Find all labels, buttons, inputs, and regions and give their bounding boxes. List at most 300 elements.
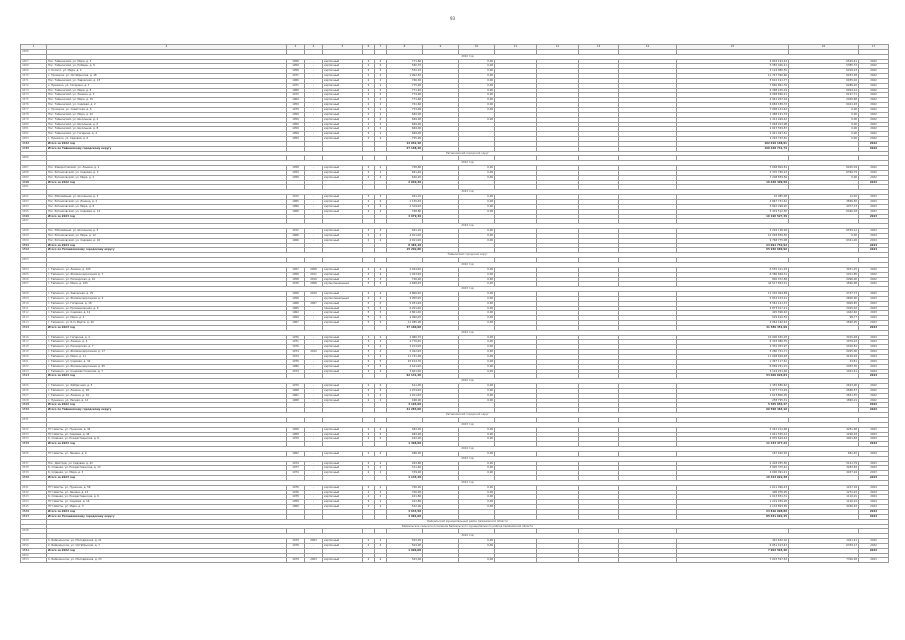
value-cell: 0,00 (459, 238, 495, 243)
value-cell: - (305, 78, 323, 83)
column-number-cell: 1 (21, 45, 47, 50)
value-cell: - (305, 466, 323, 471)
value-cell: 2024 (859, 248, 889, 253)
value-cell: 0,00 (459, 466, 495, 471)
column-number-cell: 13 (579, 45, 619, 50)
value-cell: 5 (375, 316, 387, 321)
value-cell: 16 648 409,59 (677, 180, 789, 185)
address-cell: Пос. Юбилейный, ул. Школьная, д. 5 (47, 229, 287, 234)
value-cell: 1021,41 (789, 539, 859, 544)
value-cell: 2 861,00 (387, 311, 423, 316)
value-cell: 3 (375, 229, 387, 234)
address-cell: Пос. Тайнинский, ул. Победы, д. 8 (47, 64, 287, 69)
value-cell: 3015,48 (789, 335, 859, 340)
value-cell: кирпичный (323, 384, 363, 389)
value-cell: 41 283,00 (387, 408, 423, 413)
value-cell: - (305, 393, 323, 398)
value-cell: 2022 (859, 83, 889, 88)
value-cell: 4 873 417,21 (677, 306, 789, 311)
value-cell: кирпичный (323, 204, 363, 209)
row-number-cell: 4486 (21, 156, 47, 161)
value-cell: 2 (363, 505, 375, 510)
value-cell: 6197,71 (789, 93, 859, 98)
value-cell: 10 000 635,03 (677, 335, 789, 340)
value-cell: 4281,68 (789, 427, 859, 432)
value-cell: 16 196 527,39 (677, 214, 789, 219)
value-cell: 552,10 (387, 69, 423, 74)
value-cell: 187 620,92 (677, 451, 789, 456)
value-cell: 2 370 760,22 (677, 170, 789, 175)
address-cell: г. Тайнинск, ул. Мира, д. 2 (47, 316, 287, 321)
value-cell: 2 (363, 437, 375, 442)
value-cell: 0,00 (459, 233, 495, 238)
value-cell: 0,00 (459, 282, 495, 287)
address-cell: г. Тайнинск, ул. Железнодорожная, д. 65 (47, 364, 287, 369)
value-cell: 2023 (859, 437, 889, 442)
row-number-cell: 4524 (21, 374, 47, 379)
value-cell: 2 (363, 490, 375, 495)
value-cell: 3 124 241,00 (677, 369, 789, 374)
row-number-cell: 4507 (21, 282, 47, 287)
value-cell: 4 (375, 267, 387, 272)
address-cell: Итого за 2024 год (47, 374, 287, 379)
row-number-cell: 4481 (21, 127, 47, 132)
row-number-cell: 4487 (21, 166, 47, 171)
value-cell: 6 303 086,35 (677, 340, 789, 345)
value-cell: 2 077 772,49 (677, 388, 789, 393)
value-cell: - (305, 432, 323, 437)
row-number-cell: 4535 (21, 442, 47, 447)
value-cell: 1966 (287, 233, 305, 238)
housing-register-table (20, 44, 889, 563)
value-cell: 1976 (287, 345, 305, 350)
value-cell: 2 (363, 500, 375, 505)
value-cell: 4 (375, 296, 387, 301)
value-cell: 2022 (859, 277, 889, 282)
value-cell: 1974 (287, 471, 305, 476)
value-cell: 2024 (859, 364, 889, 369)
value-cell: 2024 (859, 238, 889, 243)
value-cell: кирпичный (323, 316, 363, 321)
value-cell: 2 (363, 127, 375, 132)
section-label: Ратниковский городской округ (47, 151, 889, 156)
value-cell: кирпичный (323, 292, 363, 297)
row-number-cell: 4529 (21, 403, 47, 408)
value-cell: 2023 (859, 427, 889, 432)
value-cell: 1 355 680,62 (677, 384, 789, 389)
value-cell: кирпичный (323, 311, 363, 316)
value-cell: 0,00 (459, 359, 495, 364)
row-number-cell: 4521 (21, 359, 47, 364)
section-label: 2022 год (47, 262, 889, 267)
value-cell: кирпичный (323, 117, 363, 122)
value-cell: 1976 (287, 359, 305, 364)
value-cell (495, 558, 537, 563)
row-number-cell: 4526 (21, 388, 47, 393)
value-cell: 3 194,00 (387, 403, 423, 408)
value-cell: - (305, 388, 323, 393)
value-cell: 1968 (287, 88, 305, 93)
row-number-cell: 4505 (21, 272, 47, 277)
value-cell: - (305, 321, 323, 326)
value-cell: 2 (375, 200, 387, 205)
address-cell: г. Тайнинск, ул. Железнодорожная, д. 17 (47, 350, 287, 355)
value-cell: 2 (375, 103, 387, 108)
address-cell: Пос. Дмитров, ул. Садовая, д. 22 (47, 461, 287, 466)
value-cell: 2 866,00 (387, 292, 423, 297)
value-cell: 2 (375, 461, 387, 466)
value-cell: 1962 (287, 451, 305, 456)
value-cell: 2023 (859, 442, 889, 447)
value-cell: кирпичный (323, 78, 363, 83)
value-cell: 6046,18 (789, 209, 859, 214)
value-cell: 2024 (859, 500, 889, 505)
value-cell: 85 631 692,35 (677, 514, 789, 519)
value-cell: 1968 (287, 388, 305, 393)
value-cell: 6018,23 (789, 69, 859, 74)
value-cell: 1959 (287, 132, 305, 137)
value-cell: кирпичный (323, 451, 363, 456)
value-cell: 0,00 (789, 107, 859, 112)
value-cell: 3 (363, 350, 375, 355)
address-cell: Итого за 2024 год (47, 510, 287, 515)
value-cell: 2024 (859, 359, 889, 364)
value-cell: 3009,65 (789, 301, 859, 306)
value-cell: - (305, 166, 323, 171)
row-number-cell: 4467 (21, 59, 47, 64)
value-cell: 611,00 (387, 384, 423, 389)
value-cell: 640,20 (387, 175, 423, 180)
value-cell: 2623,00 (789, 384, 859, 389)
value-cell: - (305, 340, 323, 345)
value-cell: 0,00 (459, 107, 495, 112)
value-cell: 1965 (287, 306, 305, 311)
value-cell: 2022 (859, 88, 889, 93)
value-cell: 4 (363, 272, 375, 277)
value-cell: 25 614,70 (387, 359, 423, 364)
value-cell: 2 (375, 427, 387, 432)
value-cell: 190 448 731,74 (677, 146, 789, 151)
value-cell: - (305, 195, 323, 200)
value-cell: 5 (375, 364, 387, 369)
value-cell: 90 598 483,10 (677, 408, 789, 413)
value-cell: 2 (363, 539, 375, 544)
value-cell: 62 141,40 (387, 374, 423, 379)
value-cell: 1 130,40 (387, 200, 423, 205)
value-cell: 461,10 (387, 195, 423, 200)
value-cell: 503,00 (387, 539, 423, 544)
value-cell: - (305, 74, 323, 79)
value-cell (579, 558, 619, 563)
value-cell: 1958 (287, 69, 305, 74)
row-number-cell: 4496 (21, 214, 47, 219)
value-cell: - (305, 345, 323, 350)
value-cell: 5 305 054,47 (677, 403, 789, 408)
address-cell: Пос. Тайнинский, ул. Ленина, д. 3 (47, 93, 287, 98)
value-cell: 2 (363, 74, 375, 79)
value-cell: 0,00 (459, 83, 495, 88)
value-cell: 2 (363, 543, 375, 548)
value-cell: 2 (375, 64, 387, 69)
value-cell: - (305, 175, 323, 180)
value-cell: 0,00 (459, 432, 495, 437)
value-cell: 2023 (859, 432, 889, 437)
value-cell: 3 (363, 277, 375, 282)
value-cell: 0,00 (459, 451, 495, 456)
value-cell: 2022 (859, 132, 889, 137)
value-cell: кирпичный (323, 461, 363, 466)
value-cell: - (305, 543, 323, 548)
value-cell: 2 (375, 117, 387, 122)
value-cell: кирпичный (323, 166, 363, 171)
value-cell: 0,00 (789, 127, 859, 132)
value-cell: 560,70 (387, 64, 423, 69)
value-cell: 2022 (859, 543, 889, 548)
value-cell: 2 (375, 466, 387, 471)
value-cell: 2022 (859, 398, 889, 403)
value-cell: 6441,93 (789, 103, 859, 108)
value-cell: 5 (375, 301, 387, 306)
section-label: Тайнинский городской округ (47, 253, 889, 258)
value-cell: кирпичный (323, 233, 363, 238)
value-cell: 6339,17 (789, 543, 859, 548)
value-cell: кирпичный (323, 340, 363, 345)
value-cell: 3 981,00 (387, 514, 423, 519)
row-number-cell: 4538 (21, 466, 47, 471)
column-number-cell: 7 (375, 45, 387, 50)
value-cell: 6529,41 (789, 59, 859, 64)
address-cell: Пос. Фаворитовский, ул. Ленина, д. 1 (47, 166, 287, 171)
value-cell: 4 679,30 (387, 214, 423, 219)
value-cell: 2008 (305, 282, 323, 287)
value-cell: кирпичный (323, 539, 363, 544)
address-cell: п. Космос, ул. Мира, д. 4 (47, 69, 287, 74)
value-cell: - (305, 59, 323, 64)
value-cell: 726,00 (387, 277, 423, 282)
value-cell: - (305, 500, 323, 505)
row-number-cell: 4549 (21, 539, 47, 544)
value-cell: 691,40 (387, 170, 423, 175)
value-cell: 0,00 (459, 393, 495, 398)
row-number-cell: 4500 (21, 238, 47, 243)
section-label: 2024 год (47, 447, 889, 452)
value-cell: 11 741,00 (387, 355, 423, 360)
value-cell: 1960 (287, 505, 305, 510)
row-number-cell: 4504 (21, 267, 47, 272)
value-cell: 2 (375, 107, 387, 112)
value-cell: 4 050,00 (387, 296, 423, 301)
row-number-cell: 4514 (21, 321, 47, 326)
value-cell: 5 622 191,77 (677, 78, 789, 83)
value-cell: 1974 (287, 350, 305, 355)
row-number-cell: 4484 (21, 141, 47, 146)
value-cell: 2022 (859, 93, 889, 98)
value-cell: 2 421 027,61 (677, 132, 789, 137)
value-cell: 2 293 743,81 (677, 137, 789, 142)
address-cell: г. Тайнинск, ул. Ленина, д. 105 (47, 267, 287, 272)
value-cell: 1 021 535,12 (677, 432, 789, 437)
value-cell: 3 014,00 (387, 345, 423, 350)
value-cell: кирпичный (323, 137, 363, 142)
value-cell: - (305, 485, 323, 490)
value-cell: кирпичный (323, 103, 363, 108)
value-cell: 2022 (859, 267, 889, 272)
value-cell: 2 (363, 69, 375, 74)
column-number-cell: 10 (459, 45, 495, 50)
value-cell: 2 (375, 451, 387, 456)
row-number-cell: 4530 (21, 408, 47, 413)
value-cell: 1974 (287, 355, 305, 360)
value-cell: 10 323 922,38 (677, 476, 789, 481)
address-cell: Пос. Юбилейный, ул. Школьная, д. 3 (47, 195, 287, 200)
row-number-cell: 4536 (21, 451, 47, 456)
row-number-cell: 4482 (21, 132, 47, 137)
address-cell: г. Тайнинск, ул. Фабричная, д. 3 (47, 384, 287, 389)
value-cell: 2024 (859, 490, 889, 495)
row-number-cell: 4547 (21, 514, 47, 519)
value-cell: кирпичный (323, 500, 363, 505)
address-cell: Пос. Тайнинский, ул. Мира, д. 22 (47, 112, 287, 117)
value-cell: 3836,50 (789, 200, 859, 205)
value-cell: 0,00 (459, 350, 495, 355)
value-cell: 2053,30 (789, 364, 859, 369)
value-cell: 2022 (859, 74, 889, 79)
table-row (21, 558, 889, 563)
value-cell: 0,00 (459, 558, 495, 563)
value-cell: кирпичный (323, 88, 363, 93)
value-cell: 1 011,00 (387, 393, 423, 398)
value-cell: кирпичный (323, 229, 363, 234)
value-cell: 27 168,40 (387, 146, 423, 151)
address-cell: Итого по Ратниковскому городскому округу (47, 248, 287, 253)
value-cell: 0,00 (459, 292, 495, 297)
value-cell: 2022 (859, 64, 889, 69)
value-cell: 669,00 (387, 117, 423, 122)
table-body (21, 45, 889, 563)
value-cell: 1246,03 (789, 432, 859, 437)
value-cell: 2011,85 (789, 272, 859, 277)
value-cell: 4 301 053,97 (677, 345, 789, 350)
value-cell: 4 096,00 (387, 316, 423, 321)
address-cell: Пос. Ратниковский, ул. Садовая, д. 3 (47, 170, 287, 175)
value-cell: 5 (363, 282, 375, 287)
address-cell: С. Байкальское, ул. Октябрьская, д. 7 (47, 543, 287, 548)
row-number-cell: 4495 (21, 209, 47, 214)
address-cell: г. Тайнинск, ул. Пионерская, д. 10 (47, 277, 287, 282)
section-label: Байкальское сельское поселение Байкальского муниципального района Семёновской области (47, 524, 889, 529)
value-cell: 3 (363, 340, 375, 345)
row-number-cell: 4501 (21, 243, 47, 248)
value-cell: 2 (375, 78, 387, 83)
value-cell: 2 (375, 490, 387, 495)
value-cell: 0,00 (459, 335, 495, 340)
value-cell: - (305, 107, 323, 112)
value-cell: 2 (375, 122, 387, 127)
row-number-cell: 4509 (21, 296, 47, 301)
value-cell: 0,00 (459, 272, 495, 277)
value-cell: 1979 (287, 539, 305, 544)
value-cell: - (305, 103, 323, 108)
value-cell: 0,00 (789, 233, 859, 238)
value-cell: 2 (375, 437, 387, 442)
value-cell: 1965 (287, 200, 305, 205)
value-cell: 2026,68 (789, 98, 859, 103)
value-cell: 1979 (287, 437, 305, 442)
value-cell: 454,80 (387, 461, 423, 466)
value-cell: 1972 (287, 93, 305, 98)
value-cell: 2 (363, 495, 375, 500)
value-cell: 681,45 (789, 451, 859, 456)
address-cell: Пос. Ратниковский, ул. Садовая, д. 16 (47, 238, 287, 243)
row-number-cell: 4480 (21, 122, 47, 127)
row-number-cell: 4531 (21, 417, 47, 422)
address-cell: г. Тайнинск, ул. Садовая, д. 12 (47, 311, 287, 316)
row-number-cell: 4470 (21, 74, 47, 79)
value-cell: 2 (363, 78, 375, 83)
value-cell: 2 (375, 393, 387, 398)
value-cell: 11 747 390,66 (677, 74, 789, 79)
value-cell: 1958 (287, 166, 305, 171)
address-cell: Итого по Ратниковскому городскому округу (47, 514, 287, 519)
row-number-cell: 4511 (21, 306, 47, 311)
value-cell: 4077,13 (789, 204, 859, 209)
row-number-cell: 4518 (21, 345, 47, 350)
value-cell: 2096,00 (789, 277, 859, 282)
value-cell: 2 (363, 209, 375, 214)
value-cell: 0,00 (459, 306, 495, 311)
value-cell: 2 (363, 83, 375, 88)
value-cell: кирпичный (323, 93, 363, 98)
value-cell: 2003 (305, 558, 323, 563)
value-cell: 6 291,00 (387, 306, 423, 311)
value-cell: 3 (363, 355, 375, 360)
value-cell: 2 (375, 485, 387, 490)
value-cell: 771,60 (387, 59, 423, 64)
value-cell: - (305, 384, 323, 389)
value-cell: 2 (375, 59, 387, 64)
column-number-cell: 3 (287, 45, 305, 50)
value-cell: 0,00 (459, 321, 495, 326)
value-cell: 2023 (859, 209, 889, 214)
value-cell: 2023 (859, 558, 889, 563)
value-cell: 0,00 (459, 461, 495, 466)
value-cell: - (305, 93, 323, 98)
value-cell: 5 (375, 321, 387, 326)
value-cell: 0,00 (459, 311, 495, 316)
value-cell: 7 003 597,63 (677, 558, 789, 563)
address-cell: Пгт Шахты, ул. Садовая, д. 16 (47, 500, 287, 505)
value-cell: 2023 (859, 200, 889, 205)
value-cell: 2 (363, 93, 375, 98)
value-cell: 4 000 091,21 (677, 471, 789, 476)
value-cell: 1966 (287, 78, 305, 83)
value-cell: 532,00 (387, 505, 423, 510)
value-cell: кирпичный (323, 355, 363, 360)
value-cell: 5 (363, 316, 375, 321)
value-cell: 0,00 (459, 93, 495, 98)
value-cell: 2024 (859, 340, 889, 345)
value-cell: 2 (363, 107, 375, 112)
value-cell: 2024 (859, 510, 889, 515)
value-cell: кирпичный (323, 301, 363, 306)
row-number-cell: 4546 (21, 510, 47, 515)
section-label: 2022 год (47, 379, 889, 384)
value-cell: 7 998 141,44 (677, 107, 789, 112)
value-cell: кирпичный (323, 471, 363, 476)
address-cell: Пос. Ратниковский, ул. Садовая, д. 14 (47, 209, 287, 214)
value-cell: 2 (363, 137, 375, 142)
value-cell: 2022 (859, 137, 889, 142)
